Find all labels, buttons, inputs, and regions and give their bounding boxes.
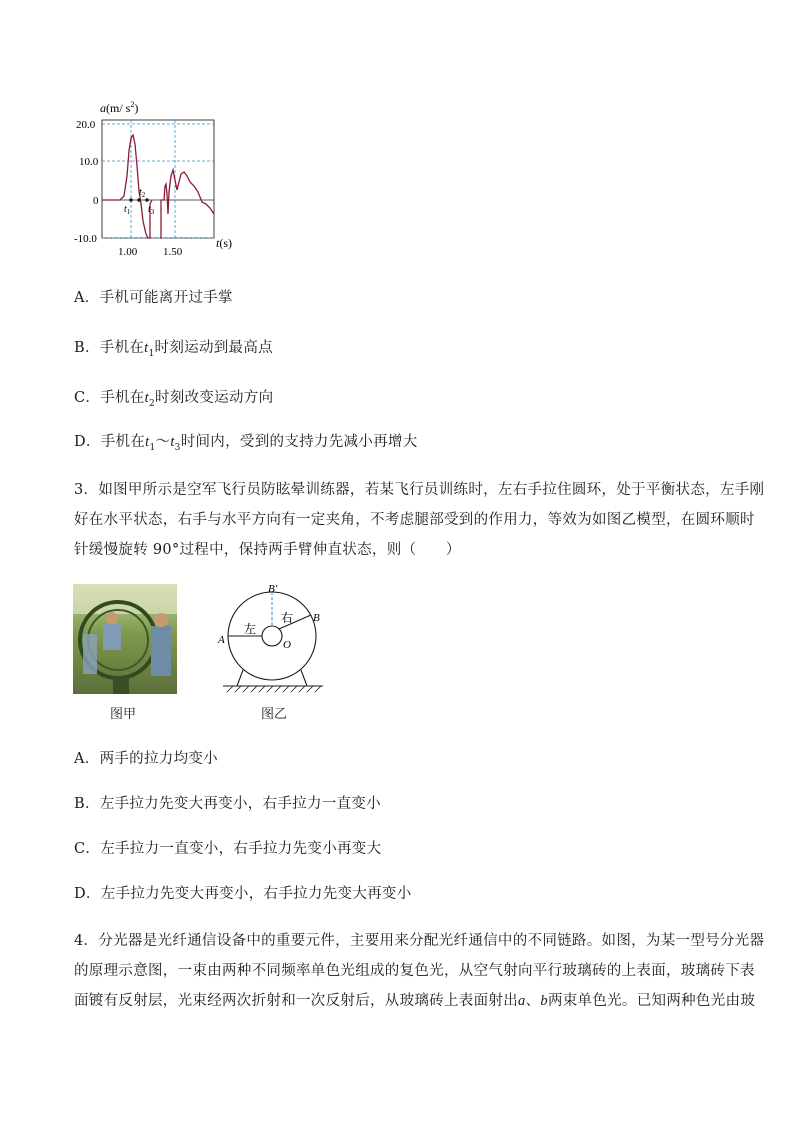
figure-a-photo	[73, 584, 177, 694]
x-axis-label: t(s)	[216, 236, 233, 250]
q2-option-b: B．手机在$t_1$时刻运动到最高点	[74, 340, 273, 359]
acceleration-time-graph	[70, 96, 245, 261]
label-b: B	[313, 612, 320, 624]
time-markers	[129, 198, 149, 202]
stand-right	[301, 670, 307, 686]
q4-stem-line2: 的原理示意图，一束由两种不同频率单色光组成的复色光，从空气射向平行玻璃砖的上表面，玻璃砖下表	[74, 963, 755, 979]
plot-frame	[102, 120, 214, 238]
q3-option-b: B．左手拉力先变大再变小，右手拉力一直变小	[74, 796, 381, 812]
q2-option-a: A．手机可能离开过手掌	[74, 290, 233, 306]
grid	[102, 120, 214, 238]
figure-b-diagram	[215, 580, 330, 700]
y-axis-label: a(m/ $s^2$)	[100, 100, 139, 115]
label-left: 左	[244, 622, 257, 636]
figure-a-caption: 图甲	[110, 707, 137, 722]
y-tick-10: 10.0	[79, 156, 99, 168]
x-tick-1-5: 1.50	[163, 246, 183, 258]
q2-option-d: D．手机在$t_1\sim t_3$时间内，受到的支持力先减小再增大	[74, 434, 418, 453]
figure-b-caption: 图乙	[261, 707, 288, 722]
q3-stem-line3: 针缓慢旋转 90°过程中，保持两手臂伸直状态，则（ ）	[74, 542, 461, 558]
q3-stem-line1: 3．如图甲所示是空军飞行员防眩晕训练器，若某飞行员训练时，左右手拉住圆环，处于平衡状态，左手刚	[74, 482, 765, 498]
q3-stem-line2: 好在水平状态，右手与水平方向有一定夹角，不考虑腿部受到的作用力，等效为如图乙模型，在圆环顺时	[74, 512, 755, 528]
y-tick-20: 20.0	[76, 119, 96, 131]
x-tick-1: 1.00	[118, 246, 138, 258]
y-tick-neg10: -10.0	[74, 233, 97, 245]
acceleration-curve	[102, 135, 214, 238]
q4-stem-line3: 面镀有反射层，光束经两次折射和一次反射后，从玻璃砖上表面射出a、b两束单色光。已知两种色光由玻	[74, 993, 756, 1009]
t2-label: $t_2$	[139, 187, 146, 199]
label-o: O	[283, 639, 291, 651]
q3-option-d: D．左手拉力先变大再变小，右手拉力先变大再变小	[74, 886, 412, 902]
q3-option-c: C．左手拉力一直变小，右手拉力先变小再变大	[74, 841, 382, 857]
stand-left	[237, 670, 243, 686]
ground-hatch	[227, 686, 321, 692]
t1-label: $t_1$	[124, 204, 131, 216]
q4-stem-line1: 4．分光器是光纤通信设备中的重要元件，主要用来分配光纤通信中的不同链路。如图，为某一型号分光器	[74, 933, 765, 949]
label-b-prime: B′	[268, 583, 278, 595]
label-right: 右	[281, 611, 294, 625]
label-a: A	[218, 634, 225, 646]
y-tick-0: 0	[93, 195, 99, 207]
q2-option-c: C．手机在$t_2$时刻改变运动方向	[74, 390, 274, 409]
t3-label: $t_3$	[148, 204, 155, 216]
q3-option-a: A．两手的拉力均变小	[74, 751, 218, 767]
